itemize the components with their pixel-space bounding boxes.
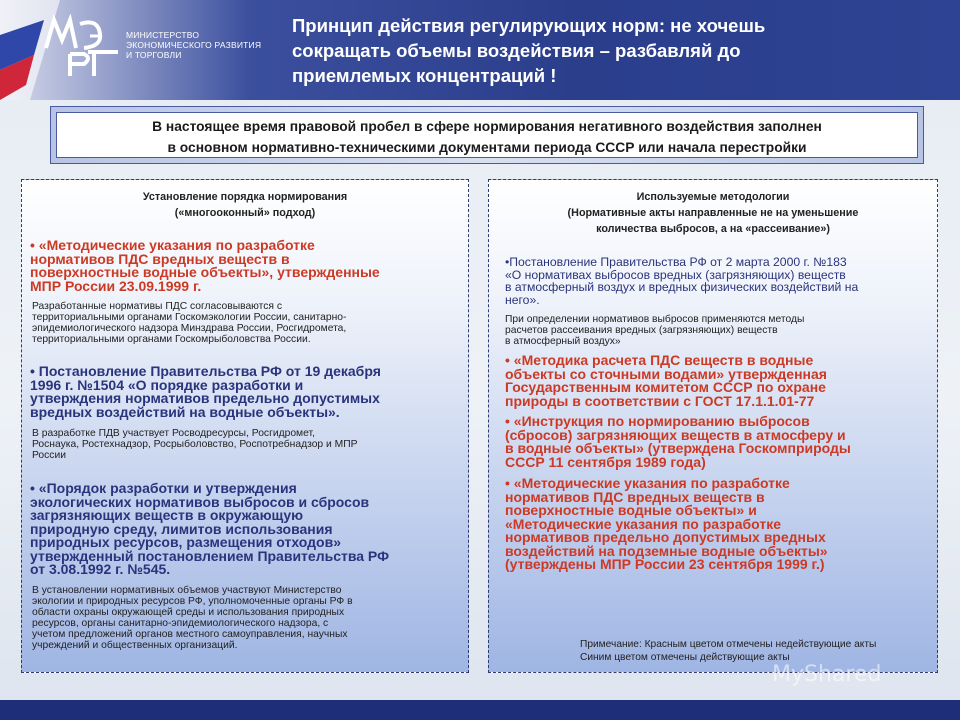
left-act-3: • «Порядок разработки и утверждения экологических нормативов выбросов и сбросов загрязняющих веществ в окружающую природную среду, лимитов использования природных ресурсов, размещения отходов» утвержденный постановлением Правительства РФ от 3.08.1992 г. №545. <box>30 480 390 577</box>
left-text-3: В установлении нормативных объемов участвуют Министерство экологии и природных ресурсов РФ, уполномоченные органы РФ в области охраны окружающей среды и использования природных ресурсов, органы санитарно-эпидемиологического надзора, с учетом предложений органов местного самоуправления, научных учреждений и общественных организаций. <box>32 585 353 651</box>
right-panel <box>488 179 938 673</box>
right-act-1: •Постановление Правительства РФ от 2 марта 2000 г. №183 «О нормативах выбросов вредных (загрязняющих) веществ в атмосферный воздух и вредных физических воздействий на него». <box>505 255 859 307</box>
title-line: Принцип действия регулирующих норм: не хочешь <box>292 15 766 36</box>
right-text-1: При определении нормативов выбросов применяются методы расчетов рассеивания вредных (загрязняющих) веществ в атмосферный воздух» <box>505 314 805 347</box>
title-line: приемлемых концентраций ! <box>292 65 557 86</box>
color-legend-note: Примечание: Красным цветом отмечены недействующие акты Синим цветом отмечены действующие акты <box>580 639 877 663</box>
left-act-2: • Постановление Правительства РФ от 19 декабря 1996 г. №1504 «О порядке разработки и утверждения нормативов предельно допустимых вредных воздействий на водные объекты». <box>30 363 381 420</box>
notice-line: в основном нормативно-техническими документами периода СССР или начала перестройки <box>167 140 807 155</box>
left-panel-heading: Установление порядка нормирования («многооконный» подход) <box>142 191 348 219</box>
notice-box <box>50 106 924 164</box>
right-act-4: • «Методические указания по разработке нормативов ПДС вредных веществ в поверхностные водные объекты» и «Методические указания по разработке нормативов предельно допустимых вредных воздействий на подземные водные объекты» (утверждены МПР России 23 сентября 1999 г.) <box>505 475 828 572</box>
watermark: MyShared <box>772 662 882 687</box>
left-text-2: В разработке ПДВ участвует Росводресурсы, Росгидромет, Роснаука, Ростехнадзор, Росрыболовство, Роспотребнадзор и МПР России <box>32 428 358 461</box>
right-act-2: • «Методика расчета ПДС веществ в водные объекты со сточными водами» утвержденная Государственным комитетом СССР по охране природы в соответствии с ГОСТ 17.1.1.01-77 <box>505 352 827 409</box>
left-text-1: Разработанные нормативы ПДС согласовываются с территориальными органами Госкомэкологии России, санитарно- эпидемиологического надзора Минздрава России, Росгидромета, территориальными органами Госкомрыболовства России. <box>32 301 347 345</box>
right-act-3: • «Инструкция по нормированию выбросов (сбросов) загрязняющих веществ в атмосферу и в водные объекты» (утверждена Госкомприроды СССР 11 сентября 1989 года) <box>505 413 851 470</box>
ministry-name-line: И ТОРГОВЛИ <box>126 50 182 60</box>
slide-title <box>292 13 942 88</box>
left-panel <box>21 179 469 673</box>
left-act-1: • «Методические указания по разработке нормативов ПДС вредных веществ в поверхностные водные объекты», утвержденные МПР России 23.09.1999 г. <box>30 237 380 294</box>
ministry-name <box>126 30 276 60</box>
right-panel-heading: Используемые методологии (Нормативные акты направленные не на уменьшение количества выбросов, а на «рассеивание») <box>567 191 859 235</box>
footer-bar <box>0 700 960 720</box>
ministry-name-line: МИНИСТЕРСТВО <box>126 30 200 40</box>
notice-line: В настоящее время правовой пробел в сфере нормирования негативного воздействия заполнен <box>152 119 822 134</box>
ministry-logo-icon <box>40 14 124 80</box>
header-bar <box>0 0 960 100</box>
title-line: сокращать объемы воздействия – разбавляй до <box>292 40 741 61</box>
ministry-name-line: ЭКОНОМИЧЕСКОГО РАЗВИТИЯ <box>126 40 262 50</box>
